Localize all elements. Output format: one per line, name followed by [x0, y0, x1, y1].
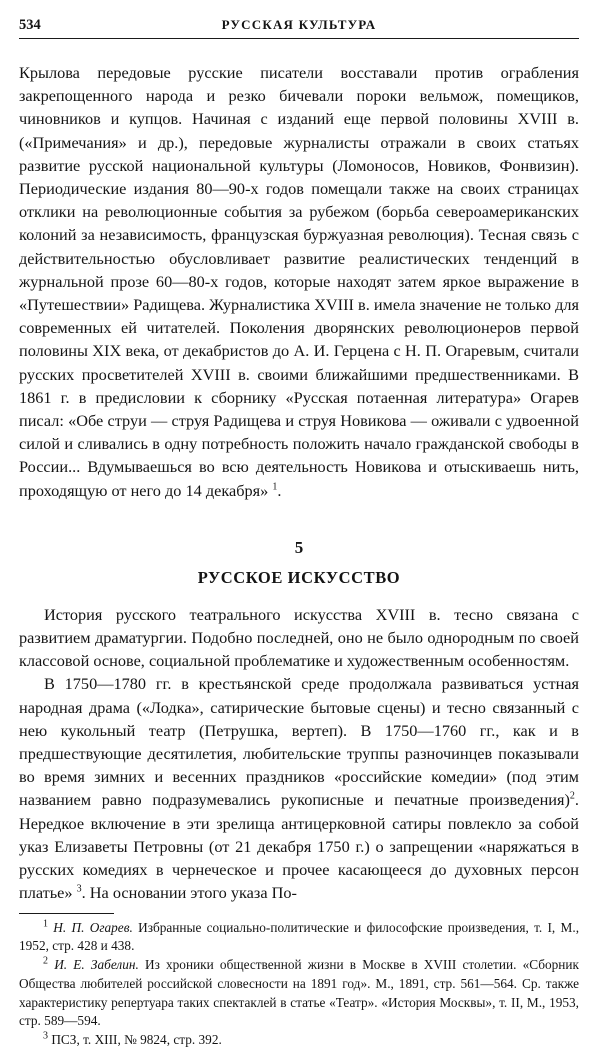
footnotes	[19, 919, 579, 1050]
paragraph-journalism	[19, 61, 579, 502]
footnote-author: Н. П. Огарев.	[53, 920, 133, 935]
header-rule	[19, 38, 579, 39]
section-number: 5	[19, 536, 579, 559]
page-number: 534	[19, 14, 41, 36]
book-page	[19, 14, 579, 964]
footnote-ref: 3	[77, 884, 82, 895]
footnote	[19, 1031, 579, 1050]
footnote-text: Из хроники общественной жизни в Москве в XVIII столетии. «Сборник Общества любителей российской словесности на 1891 год». М., 1891, стр. 561—564. Ср. также характеристику репертуара таких спектаклей в статье «Театр». «История Москвы», т. II, М., 1953, стр. 589—594.	[19, 957, 579, 1028]
running-title: РУССКАЯ КУЛЬТУРА	[19, 14, 579, 36]
section-title: РУССКОЕ ИСКУССТВО	[19, 566, 579, 589]
footnote-text: ПСЗ, т. XIII, № 9824, стр. 392.	[51, 1032, 221, 1047]
paragraph-text: В 1750—1780 гг. в крестьянской среде продолжала развиваться устная народная драма («Лодка», сатирические бытовые сцены) и тесно связанный с нею кукольный театр (Петрушка, вертеп). В 1750—1760 гг., как и в предшествующие десятилетия, любительские труппы разночинцев показывали во время зимних и весенних праздников «российские комедии» (под этим названием равно подразумевались рукописные и печатные произведения)	[19, 674, 579, 809]
section-body	[19, 603, 579, 905]
paragraph-text: . На основании этого указа По-	[82, 883, 297, 902]
paragraph-folk-drama	[19, 672, 579, 904]
footnote-text: Избранные социально-политические и философские произведения, т. I, М., 1952, стр. 428 и 438.	[19, 920, 579, 954]
paragraph-theatre-history	[19, 603, 579, 673]
footnote-number: 1	[43, 918, 48, 929]
footnote-ref: 2	[570, 791, 575, 802]
footnote	[19, 956, 579, 1031]
paragraph-text: История русского театрального искусства XVIII в. тесно связана с развитием драматургии. Подобно последней, оно не было однородным по своей классовой основе, социальной проблематике и художественным особенностям.	[19, 605, 579, 670]
paragraph-text: .	[277, 481, 281, 500]
footnote	[19, 919, 579, 957]
footnote-number: 2	[43, 956, 48, 967]
footnote-number: 3	[43, 1031, 48, 1042]
footnote-rule	[19, 913, 114, 914]
paragraph-text: . Нередкое включение в эти зрелища антицерковной сатиры повлекло за собой указ Елизаветы Петровны (от 21 декабря 1750 г.) о запрещении «наряжаться в русских комедиях в чернеческое и прочее касающееся до духовных персон платье»	[19, 790, 579, 902]
footnote-author: И. Е. Забелин.	[54, 957, 139, 972]
paragraph-text: Крылова передовые русские писатели восставали против ограбления закрепощенного народа и резко бичевали пороки вельмож, помещиков, чиновников и купцов. Начиная с изданий еще первой половины XVIII в. («Примечания» и др.), передовые журналисты отражали в своих статьях развитие русской национальной культуры (Ломоносов, Новиков, Фонвизин). Периодические издания 80—90-х годов помещали также на своих страницах отклики на революционные события за рубежом (борьба североамериканских колоний за независимость, французская буржуазная революция). Тесная связь с действительностью обусловливает развитие реалистических тенденций в журнальной прозе 60—80-х годов, которые находят затем яркое выражение в «Путешествии» Радищева. Журналистика XVIII в. имела значение не только для современных ей читателей. Поколения дворянских революционеров первой половины XIX века, от декабристов до А. И. Герцена с Н. П. Огаревым, считали русских просветителей XVIII в. своими ближайшими предшественниками. В 1861 г. в предисловии к сборнику «Русская потаенная литература» Огарев писал: «Обе струи — струя Радищева и струя Новикова — оживали с удвоенной силой и сливались в одну потребность положить начало гражданской свободы в России... Вдумываешься во всю деятельность Новикова и отыскиваешь нить, проходящую от него до 14 декабря»	[19, 63, 579, 500]
main-text	[19, 61, 579, 905]
footnote-ref: 1	[272, 481, 277, 492]
running-header	[19, 14, 579, 36]
